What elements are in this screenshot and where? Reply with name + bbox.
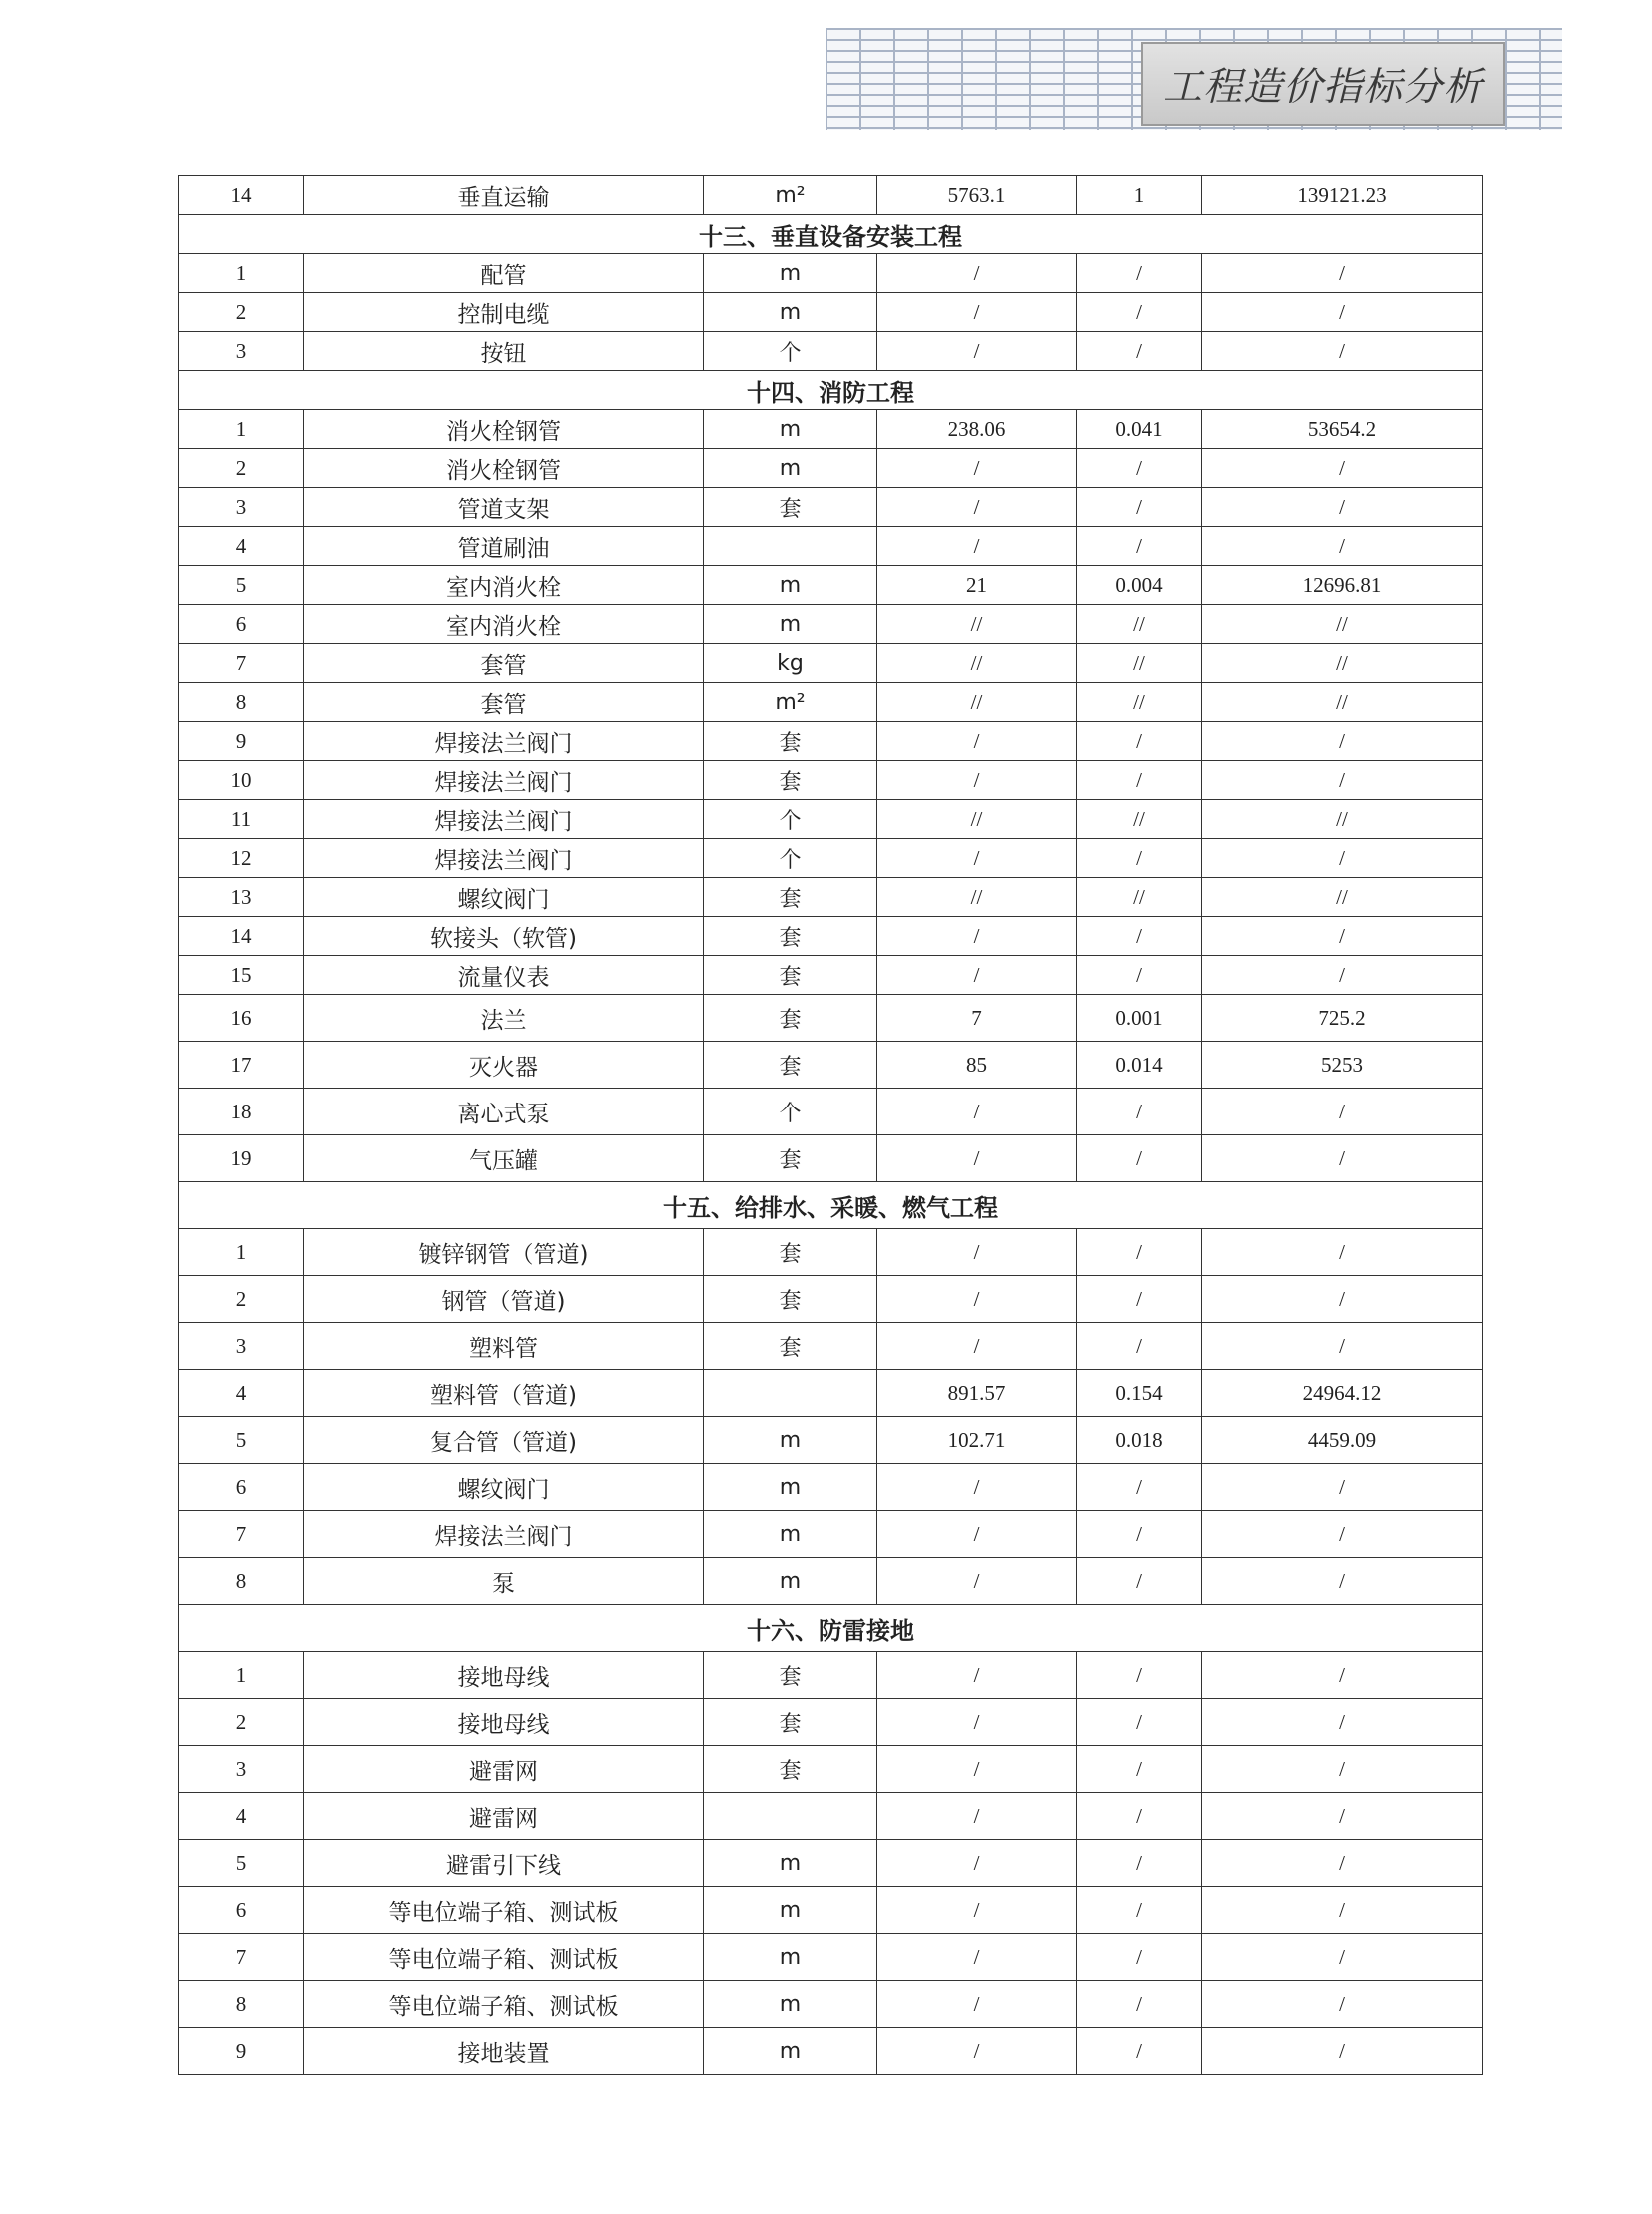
quantity-cell: / <box>877 1135 1077 1182</box>
index-value-cell: 0.004 <box>1077 566 1202 605</box>
row-number-cell: 3 <box>179 488 304 527</box>
amount-cell: / <box>1202 449 1483 488</box>
amount-cell: // <box>1202 605 1483 644</box>
row-number-cell: 2 <box>179 1699 304 1746</box>
index-value-cell: / <box>1077 1135 1202 1182</box>
index-value-cell: / <box>1077 254 1202 293</box>
unit-cell: 套 <box>704 761 877 800</box>
quantity-cell: 891.57 <box>877 1370 1077 1417</box>
quantity-cell: 21 <box>877 566 1077 605</box>
section-header-row <box>179 1605 1483 1652</box>
quantity-cell: / <box>877 1276 1077 1323</box>
unit-cell: m <box>704 254 877 293</box>
table-row <box>179 1417 1483 1464</box>
table-row <box>179 800 1483 839</box>
index-value-cell: 0.154 <box>1077 1370 1202 1417</box>
amount-cell: / <box>1202 1089 1483 1135</box>
row-number-cell: 11 <box>179 800 304 839</box>
unit-cell: 套 <box>704 722 877 761</box>
section-title: 十四、消防工程 <box>179 371 1483 410</box>
amount-cell: 12696.81 <box>1202 566 1483 605</box>
amount-cell: 725.2 <box>1202 995 1483 1042</box>
unit-cell: 个 <box>704 332 877 371</box>
table-row <box>179 956 1483 995</box>
unit-cell: 套 <box>704 1229 877 1276</box>
index-value-cell: 0.001 <box>1077 995 1202 1042</box>
amount-cell: 4459.09 <box>1202 1417 1483 1464</box>
table-row <box>179 1276 1483 1323</box>
cost-index-table <box>178 175 1483 2075</box>
item-name-cell: 套管 <box>304 683 704 722</box>
row-number-cell: 4 <box>179 527 304 566</box>
quantity-cell: / <box>877 293 1077 332</box>
amount-cell: 139121.23 <box>1202 176 1483 215</box>
unit-cell: m <box>704 1558 877 1605</box>
quantity-cell: / <box>877 761 1077 800</box>
unit-cell: 套 <box>704 1746 877 1793</box>
table-row <box>179 1699 1483 1746</box>
quantity-cell: 85 <box>877 1042 1077 1089</box>
quantity-cell: / <box>877 917 1077 956</box>
quantity-cell: / <box>877 1887 1077 1934</box>
item-name-cell: 避雷引下线 <box>304 1840 704 1887</box>
row-number-cell: 9 <box>179 2028 304 2075</box>
unit-cell: m <box>704 293 877 332</box>
item-name-cell: 灭火器 <box>304 1042 704 1089</box>
index-value-cell: 0.018 <box>1077 1417 1202 1464</box>
unit-cell: m <box>704 1417 877 1464</box>
index-value-cell: / <box>1077 1840 1202 1887</box>
index-value-cell: / <box>1077 1934 1202 1981</box>
unit-cell: 个 <box>704 839 877 878</box>
table-row <box>179 293 1483 332</box>
table-row <box>179 995 1483 1042</box>
row-number-cell: 1 <box>179 1652 304 1699</box>
index-value-cell: / <box>1077 1652 1202 1699</box>
row-number-cell: 2 <box>179 449 304 488</box>
item-name-cell: 配管 <box>304 254 704 293</box>
item-name-cell: 镀锌钢管（管道) <box>304 1229 704 1276</box>
section-header-row <box>179 371 1483 410</box>
quantity-cell: / <box>877 332 1077 371</box>
item-name-cell: 复合管（管道) <box>304 1417 704 1464</box>
unit-cell: m² <box>704 683 877 722</box>
unit-cell: m <box>704 1934 877 1981</box>
quantity-cell: / <box>877 1558 1077 1605</box>
index-value-cell: 1 <box>1077 176 1202 215</box>
table-row <box>179 1840 1483 1887</box>
item-name-cell: 接地母线 <box>304 1699 704 1746</box>
item-name-cell: 等电位端子箱、测试板 <box>304 1934 704 1981</box>
unit-cell: 个 <box>704 800 877 839</box>
quantity-cell: / <box>877 527 1077 566</box>
table-row <box>179 1558 1483 1605</box>
index-value-cell: // <box>1077 800 1202 839</box>
quantity-cell: / <box>877 1089 1077 1135</box>
unit-cell: m <box>704 449 877 488</box>
index-value-cell: / <box>1077 1229 1202 1276</box>
unit-cell: m <box>704 1464 877 1511</box>
index-value-cell: / <box>1077 1323 1202 1370</box>
row-number-cell: 19 <box>179 1135 304 1182</box>
table-row <box>179 839 1483 878</box>
row-number-cell: 1 <box>179 254 304 293</box>
unit-cell: 套 <box>704 1042 877 1089</box>
section-title: 十五、给排水、采暖、燃气工程 <box>179 1182 1483 1229</box>
table-row <box>179 1135 1483 1182</box>
index-value-cell: / <box>1077 1276 1202 1323</box>
table-row <box>179 527 1483 566</box>
unit-cell: 套 <box>704 917 877 956</box>
table-row <box>179 605 1483 644</box>
table-row <box>179 1652 1483 1699</box>
quantity-cell: / <box>877 1934 1077 1981</box>
unit-cell: m <box>704 1511 877 1558</box>
index-value-cell: / <box>1077 956 1202 995</box>
index-value-cell: / <box>1077 722 1202 761</box>
quantity-cell: / <box>877 254 1077 293</box>
table-row <box>179 1934 1483 1981</box>
row-number-cell: 16 <box>179 995 304 1042</box>
quantity-cell: / <box>877 839 1077 878</box>
table-row <box>179 644 1483 683</box>
index-value-cell: / <box>1077 449 1202 488</box>
index-value-cell: // <box>1077 605 1202 644</box>
item-name-cell: 法兰 <box>304 995 704 1042</box>
quantity-cell: / <box>877 1464 1077 1511</box>
table-row <box>179 761 1483 800</box>
item-name-cell: 螺纹阀门 <box>304 878 704 917</box>
table-row <box>179 1746 1483 1793</box>
row-number-cell: 18 <box>179 1089 304 1135</box>
row-number-cell: 5 <box>179 566 304 605</box>
row-number-cell: 17 <box>179 1042 304 1089</box>
quantity-cell: 5763.1 <box>877 176 1077 215</box>
amount-cell: / <box>1202 2028 1483 2075</box>
row-number-cell: 8 <box>179 1981 304 2028</box>
unit-cell <box>704 1370 877 1417</box>
amount-cell: // <box>1202 878 1483 917</box>
table-row <box>179 1981 1483 2028</box>
item-name-cell: 焊接法兰阀门 <box>304 761 704 800</box>
row-number-cell: 1 <box>179 410 304 449</box>
table-row <box>179 722 1483 761</box>
amount-cell: 53654.2 <box>1202 410 1483 449</box>
item-name-cell: 焊接法兰阀门 <box>304 1511 704 1558</box>
amount-cell: / <box>1202 1934 1483 1981</box>
unit-cell: 个 <box>704 1089 877 1135</box>
unit-cell: m² <box>704 176 877 215</box>
item-name-cell: 套管 <box>304 644 704 683</box>
amount-cell: / <box>1202 1840 1483 1887</box>
amount-cell: / <box>1202 1981 1483 2028</box>
table-row <box>179 254 1483 293</box>
table-row <box>179 1887 1483 1934</box>
quantity-cell: / <box>877 1793 1077 1840</box>
amount-cell: 5253 <box>1202 1042 1483 1089</box>
index-value-cell: / <box>1077 1746 1202 1793</box>
table-row <box>179 1793 1483 1840</box>
row-number-cell: 3 <box>179 1746 304 1793</box>
index-value-cell: / <box>1077 1981 1202 2028</box>
index-value-cell: 0.014 <box>1077 1042 1202 1089</box>
item-name-cell: 等电位端子箱、测试板 <box>304 1887 704 1934</box>
section-title: 十六、防雷接地 <box>179 1605 1483 1652</box>
index-value-cell: / <box>1077 1699 1202 1746</box>
quantity-cell: / <box>877 1699 1077 1746</box>
index-value-cell: / <box>1077 1558 1202 1605</box>
item-name-cell: 焊接法兰阀门 <box>304 722 704 761</box>
item-name-cell: 焊接法兰阀门 <box>304 839 704 878</box>
amount-cell: / <box>1202 1229 1483 1276</box>
item-name-cell: 软接头（软管) <box>304 917 704 956</box>
index-value-cell: / <box>1077 293 1202 332</box>
quantity-cell: / <box>877 956 1077 995</box>
section-header-row <box>179 215 1483 254</box>
quantity-cell: / <box>877 1746 1077 1793</box>
row-number-cell: 6 <box>179 605 304 644</box>
item-name-cell: 螺纹阀门 <box>304 1464 704 1511</box>
amount-cell: / <box>1202 1464 1483 1511</box>
unit-cell: 套 <box>704 995 877 1042</box>
table-row <box>179 566 1483 605</box>
amount-cell: / <box>1202 254 1483 293</box>
item-name-cell: 消火栓钢管 <box>304 410 704 449</box>
unit-cell: m <box>704 2028 877 2075</box>
row-number-cell: 12 <box>179 839 304 878</box>
item-name-cell: 流量仪表 <box>304 956 704 995</box>
quantity-cell: / <box>877 722 1077 761</box>
amount-cell: / <box>1202 1746 1483 1793</box>
row-number-cell: 8 <box>179 1558 304 1605</box>
quantity-cell: // <box>877 605 1077 644</box>
quantity-cell: // <box>877 800 1077 839</box>
row-number-cell: 6 <box>179 1464 304 1511</box>
table-row <box>179 449 1483 488</box>
unit-cell: 套 <box>704 1323 877 1370</box>
amount-cell: / <box>1202 761 1483 800</box>
index-value-cell: / <box>1077 488 1202 527</box>
item-name-cell: 避雷网 <box>304 1746 704 1793</box>
item-name-cell: 接地装置 <box>304 2028 704 2075</box>
amount-cell: / <box>1202 722 1483 761</box>
index-value-cell: // <box>1077 683 1202 722</box>
item-name-cell: 塑料管（管道) <box>304 1370 704 1417</box>
quantity-cell: // <box>877 878 1077 917</box>
unit-cell: 套 <box>704 1276 877 1323</box>
row-number-cell: 4 <box>179 1370 304 1417</box>
table-row <box>179 332 1483 371</box>
quantity-cell: / <box>877 1652 1077 1699</box>
unit-cell: m <box>704 1887 877 1934</box>
unit-cell: 套 <box>704 1652 877 1699</box>
index-value-cell: / <box>1077 761 1202 800</box>
amount-cell: / <box>1202 1135 1483 1182</box>
row-number-cell: 15 <box>179 956 304 995</box>
row-number-cell: 3 <box>179 1323 304 1370</box>
item-name-cell: 避雷网 <box>304 1793 704 1840</box>
index-value-cell: / <box>1077 917 1202 956</box>
item-name-cell: 室内消火栓 <box>304 605 704 644</box>
quantity-cell: / <box>877 1323 1077 1370</box>
unit-cell: m <box>704 1981 877 2028</box>
table-row <box>179 1089 1483 1135</box>
index-value-cell: / <box>1077 527 1202 566</box>
quantity-cell: 102.71 <box>877 1417 1077 1464</box>
table-row <box>179 1229 1483 1276</box>
amount-cell: / <box>1202 332 1483 371</box>
header-title-box <box>1141 42 1505 126</box>
item-name-cell: 气压罐 <box>304 1135 704 1182</box>
item-name-cell: 按钮 <box>304 332 704 371</box>
index-value-cell: / <box>1077 1887 1202 1934</box>
table-row <box>179 488 1483 527</box>
item-name-cell: 离心式泵 <box>304 1089 704 1135</box>
row-number-cell: 2 <box>179 1276 304 1323</box>
item-name-cell: 消火栓钢管 <box>304 449 704 488</box>
item-name-cell: 泵 <box>304 1558 704 1605</box>
index-value-cell: // <box>1077 644 1202 683</box>
amount-cell: / <box>1202 1276 1483 1323</box>
amount-cell: / <box>1202 839 1483 878</box>
amount-cell: / <box>1202 1323 1483 1370</box>
amount-cell: // <box>1202 644 1483 683</box>
row-number-cell: 13 <box>179 878 304 917</box>
unit-cell: m <box>704 605 877 644</box>
row-number-cell: 9 <box>179 722 304 761</box>
unit-cell: kg <box>704 644 877 683</box>
table-row <box>179 410 1483 449</box>
section-header-row <box>179 1182 1483 1229</box>
table-row <box>179 917 1483 956</box>
row-number-cell: 6 <box>179 1887 304 1934</box>
index-value-cell: / <box>1077 1793 1202 1840</box>
item-name-cell: 等电位端子箱、测试板 <box>304 1981 704 2028</box>
item-name-cell: 焊接法兰阀门 <box>304 800 704 839</box>
item-name-cell: 控制电缆 <box>304 293 704 332</box>
table-row <box>179 2028 1483 2075</box>
table-row <box>179 1511 1483 1558</box>
row-number-cell: 8 <box>179 683 304 722</box>
amount-cell: / <box>1202 293 1483 332</box>
unit-cell: m <box>704 566 877 605</box>
row-number-cell: 14 <box>179 917 304 956</box>
page-title: 工程造价指标分析 <box>1162 65 1483 110</box>
row-number-cell: 3 <box>179 332 304 371</box>
row-number-cell: 2 <box>179 293 304 332</box>
index-value-cell: / <box>1077 2028 1202 2075</box>
amount-cell: / <box>1202 1887 1483 1934</box>
index-value-cell: 0.041 <box>1077 410 1202 449</box>
table-row <box>179 1323 1483 1370</box>
row-number-cell: 7 <box>179 1934 304 1981</box>
item-name-cell: 管道刷油 <box>304 527 704 566</box>
item-name-cell: 垂直运输 <box>304 176 704 215</box>
section-title: 十三、垂直设备安装工程 <box>179 215 1483 254</box>
row-number-cell: 14 <box>179 176 304 215</box>
unit-cell: m <box>704 1840 877 1887</box>
table-row <box>179 1042 1483 1089</box>
unit-cell: 套 <box>704 1135 877 1182</box>
unit-cell: 套 <box>704 1699 877 1746</box>
quantity-cell: // <box>877 644 1077 683</box>
amount-cell: / <box>1202 527 1483 566</box>
item-name-cell: 管道支架 <box>304 488 704 527</box>
item-name-cell: 室内消火栓 <box>304 566 704 605</box>
amount-cell: / <box>1202 1652 1483 1699</box>
row-number-cell: 10 <box>179 761 304 800</box>
row-number-cell: 5 <box>179 1840 304 1887</box>
quantity-cell: / <box>877 1840 1077 1887</box>
table-row <box>179 878 1483 917</box>
amount-cell: / <box>1202 1699 1483 1746</box>
quantity-cell: // <box>877 683 1077 722</box>
row-number-cell: 5 <box>179 1417 304 1464</box>
unit-cell: m <box>704 410 877 449</box>
index-value-cell: / <box>1077 1464 1202 1511</box>
amount-cell: 24964.12 <box>1202 1370 1483 1417</box>
item-name-cell: 接地母线 <box>304 1652 704 1699</box>
unit-cell <box>704 1793 877 1840</box>
quantity-cell: / <box>877 449 1077 488</box>
table-row <box>179 176 1483 215</box>
amount-cell: / <box>1202 1511 1483 1558</box>
quantity-cell: / <box>877 1229 1077 1276</box>
row-number-cell: 7 <box>179 1511 304 1558</box>
index-value-cell: / <box>1077 1511 1202 1558</box>
amount-cell: / <box>1202 488 1483 527</box>
quantity-cell: 7 <box>877 995 1077 1042</box>
row-number-cell: 1 <box>179 1229 304 1276</box>
table-row <box>179 1370 1483 1417</box>
amount-cell: // <box>1202 683 1483 722</box>
index-value-cell: / <box>1077 1089 1202 1135</box>
unit-cell: 套 <box>704 878 877 917</box>
amount-cell: // <box>1202 800 1483 839</box>
row-number-cell: 4 <box>179 1793 304 1840</box>
index-value-cell: / <box>1077 839 1202 878</box>
index-value-cell: // <box>1077 878 1202 917</box>
quantity-cell: / <box>877 2028 1077 2075</box>
index-value-cell: / <box>1077 332 1202 371</box>
item-name-cell: 钢管（管道) <box>304 1276 704 1323</box>
unit-cell: 套 <box>704 488 877 527</box>
amount-cell: / <box>1202 1793 1483 1840</box>
quantity-cell: / <box>877 1981 1077 2028</box>
quantity-cell: / <box>877 488 1077 527</box>
row-number-cell: 7 <box>179 644 304 683</box>
unit-cell <box>704 527 877 566</box>
item-name-cell: 塑料管 <box>304 1323 704 1370</box>
table-row <box>179 1464 1483 1511</box>
amount-cell: / <box>1202 917 1483 956</box>
amount-cell: / <box>1202 956 1483 995</box>
quantity-cell: / <box>877 1511 1077 1558</box>
amount-cell: / <box>1202 1558 1483 1605</box>
unit-cell: 套 <box>704 956 877 995</box>
quantity-cell: 238.06 <box>877 410 1077 449</box>
table-row <box>179 683 1483 722</box>
table-body <box>179 176 1483 2075</box>
